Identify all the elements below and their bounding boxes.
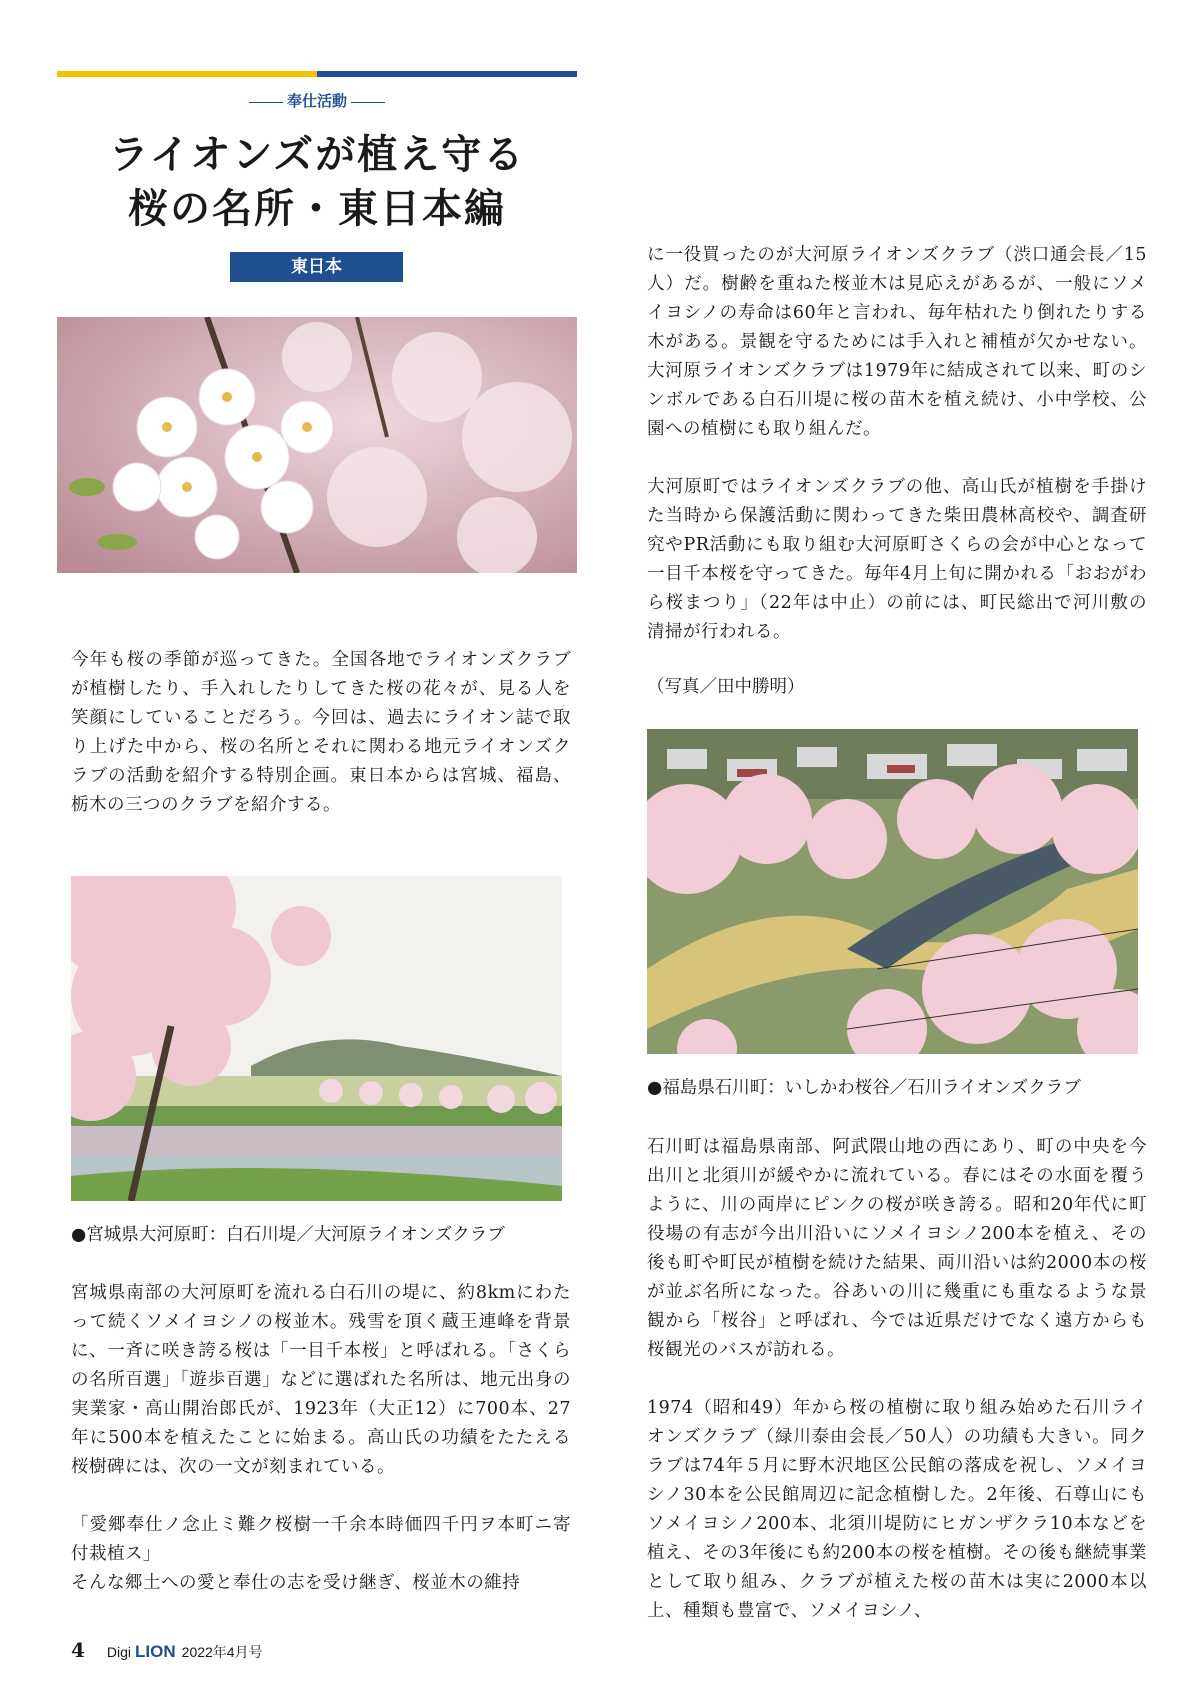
title-line-2: 桜の名所・東日本編 xyxy=(128,185,506,232)
miyagi-body-continued: に一役買ったのが大河原ライオンズクラブ（渋口通会長／15人）だ。樹齢を重ねた桜並木は見応えがあるが、一般にソメイヨシノの寿命は60年と言われ、毎年枯れたり倒れたりする木がある。景観を守るためには手入れと補植が欠かせない。大河原ライオンズクラブは1979年に結成されて以来、町のシンボルである白石川堤に桜の苗木を植え続け、小中学校、公園への植樹にも取り組んだ。 大河原町ではライオンズクラブの他、高山氏が植樹を手掛けた当時から保護活動に関わってきた柴田農林高校や、調査研究やPR活動にも取り組む大河原町さくらの会が中心となって一目千本桜を守ってきた。毎年4月上旬に開かれる「おおがわら桜まつり」（22年は中止）の前には、町民総出で河川敷の清掃が行われる。 xyxy=(647,245,1147,642)
intro-paragraph: 今年も桜の季節が巡ってきた。全国各地でライオンズクラブが植樹したり、手入れしたりしてきた桜の花々が、見る人を笑顔にしていることだろう。今回は、過去にライオン誌で取り上げた中から、桜の名所とそれに関わる地元ライオンズクラブの活動を紹介する特別企画。東日本からは宮城、福島、栃木の三つのクラブを紹介する。 xyxy=(71,650,571,815)
top-accent-bar xyxy=(57,71,577,77)
fukushima-photo-caption: ●福島県石川町：いしかわ桜谷／石川ライオンズクラブ xyxy=(647,1078,1081,1098)
magazine-name xyxy=(107,1642,263,1662)
shiroishi-river-photo xyxy=(71,876,562,1201)
miyagi-photo-caption: ●宮城県大河原町：白石川堤／大河原ライオンズクラブ xyxy=(71,1225,505,1245)
photo-credit: （写真／田中勝明） xyxy=(647,677,805,697)
page-number: 4 xyxy=(71,1638,85,1662)
magazine-prefix: Digi xyxy=(106,1644,132,1660)
region-tag: 東日本 xyxy=(230,252,403,282)
issue-label: 2022年4月号 xyxy=(181,1644,263,1660)
section-label xyxy=(57,90,577,111)
article-title xyxy=(57,128,577,236)
fukushima-body-text: 石川町は福島県南部、阿武隈山地の西にあり、町の中央を今出川と北須川が緩やかに流れている。春にはその水面を覆うように、川の両岸にピンクの桜が咲き誇る。昭和20年代に町役場の有志が今出川沿いにソメイヨシノ200本を植え、その後も町や町民が植樹を続けた結果、両川沿いは約2000本の桜が並ぶ名所になった。谷あいの川に幾重にも重なるような景観から「桜谷」と呼ばれ、今では近県だけでなく遠方からも桜観光のバスが訪れる。 1974（昭和49）年から桜の植樹に取り組み始めた石川ライオンズクラブ（緑川泰由会長／50人）の功績も大きい。同クラブは74年５月に野木沢地区公民館の落成を祝し、ソメイヨシノ30本を公民館周辺に記念植樹した。2年後、石尊山にもソメイヨシノ200本、北須川堤防にヒガンザクラ10本などを植え、その3年後にも約200本の桜を植樹。その後も継続事業として取り組み、クラブが植えた桜の苗木は実に2000本以上、種類も豊富で、ソメイヨシノ、 xyxy=(647,1137,1147,1621)
magazine-logo: LION xyxy=(135,1642,176,1661)
section-label-text: 奉仕活動 xyxy=(286,92,347,110)
cherry-blossom-closeup-photo xyxy=(57,317,577,573)
title-line-1: ライオンズが植え守る xyxy=(108,131,526,178)
page-footer xyxy=(71,1638,263,1662)
ishikawa-sakura-valley-photo xyxy=(647,729,1138,1054)
miyagi-body-text: 宮城県南部の大河原町を流れる白石川の堤に、約8kmにわたって続くソメイヨシノの桜並木。残雪を頂く蔵王連峰を背景に、一斉に咲き誇る桜は「一目千本桜」と呼ばれる。「さくらの名所百選」「遊歩百選」などに選ばれた名所は、地元出身の実業家・高山開治郎氏が、1923年（大正12）に700本、27年に500本を植えたことに始まる。高山氏の功績をたたえる桜樹碑には、次の一文が刻まれている。 「愛郷奉仕ノ念止ミ難ク桜樹一千余本時価四千円ヲ本町ニ寄付栽植ス」 そんな郷土への愛と奉仕の志を受け継ぎ、桜並木の維持 xyxy=(71,1283,571,1593)
